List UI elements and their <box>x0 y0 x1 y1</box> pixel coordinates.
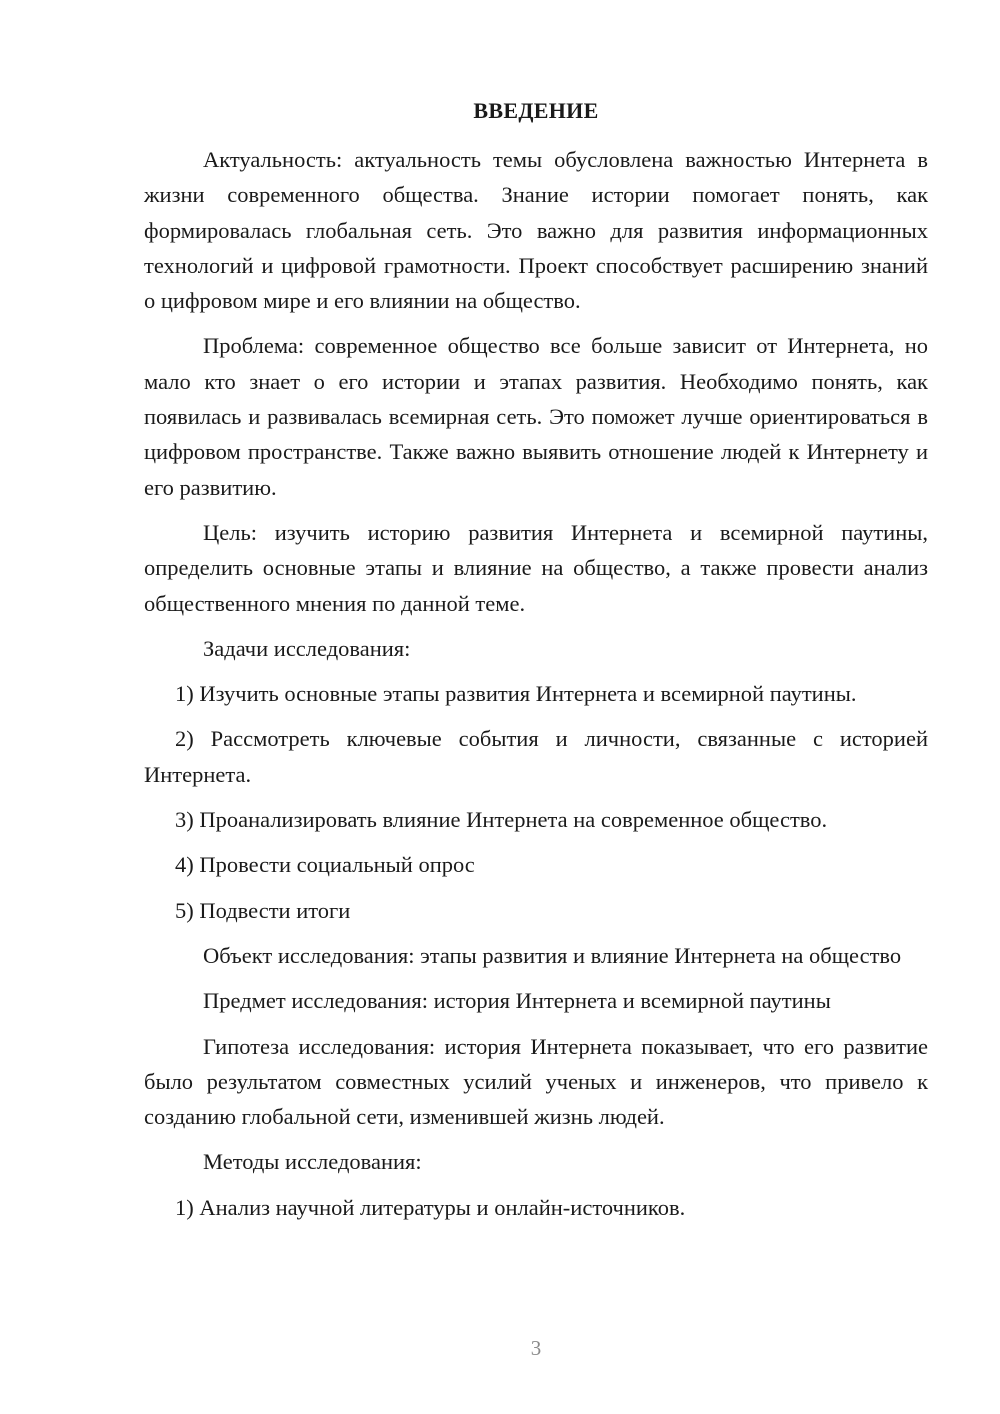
task-item-5: 5) Подвести итоги <box>175 897 351 923</box>
document-page <box>144 0 928 1414</box>
paragraph-relevance: Актуальность: актуальность темы обусловлена важностью Интернета в жизни современного общества. Знание истории помогает понять, как формировалась глобальная сеть. Это важно для развития информационных технологий и цифровой грамотности. Проект способствует расширению знаний о цифровом мире и его влиянии на общество. <box>144 147 928 314</box>
paragraph-hypothesis: Гипотеза исследования: история Интернета показывает, что его развитие было результатом совместных усилий ученых и инженеров, что привело к созданию глобальной сети, изменившей жизнь людей. <box>144 1033 928 1130</box>
paragraph-subject: Предмет исследования: история Интернета и всемирной паутины <box>203 988 831 1014</box>
paragraph-goal: Цель: изучить историю развития Интернета и всемирной паутины, определить основные этапы и влияние на общество, а также провести анализ общественного мнения по данной теме. <box>144 519 928 616</box>
task-item-3: 3) Проанализировать влияние Интернета на современное общество. <box>175 807 828 833</box>
task-item-2: 2) Рассмотреть ключевые события и личности, связанные с историей Интернета. <box>144 726 928 787</box>
page-number: 3 <box>530 1336 542 1360</box>
document-body <box>144 142 928 1235</box>
method-item-1: 1) Анализ научной литературы и онлайн-источников. <box>175 1194 686 1220</box>
tasks-heading: Задачи исследования: <box>203 635 411 661</box>
section-title: ВВЕДЕНИЕ <box>473 98 599 123</box>
methods-heading: Методы исследования: <box>203 1149 422 1175</box>
task-item-4: 4) Провести социальный опрос <box>175 852 475 878</box>
task-item-1: 1) Изучить основные этапы развития Интернета и всемирной паутины. <box>175 681 857 707</box>
paragraph-problem: Проблема: современное общество все больше зависит от Интернета, но мало кто знает о его истории и этапах развития. Необходимо понять, как появилась и развивалась всемирная сеть. Это поможет лучше ориентироваться в цифровом пространстве. Также важно выявить отношение людей к Интернету и его развитию. <box>144 333 928 500</box>
paragraph-object: Объект исследования: этапы развития и влияние Интернета на общество <box>203 942 902 968</box>
